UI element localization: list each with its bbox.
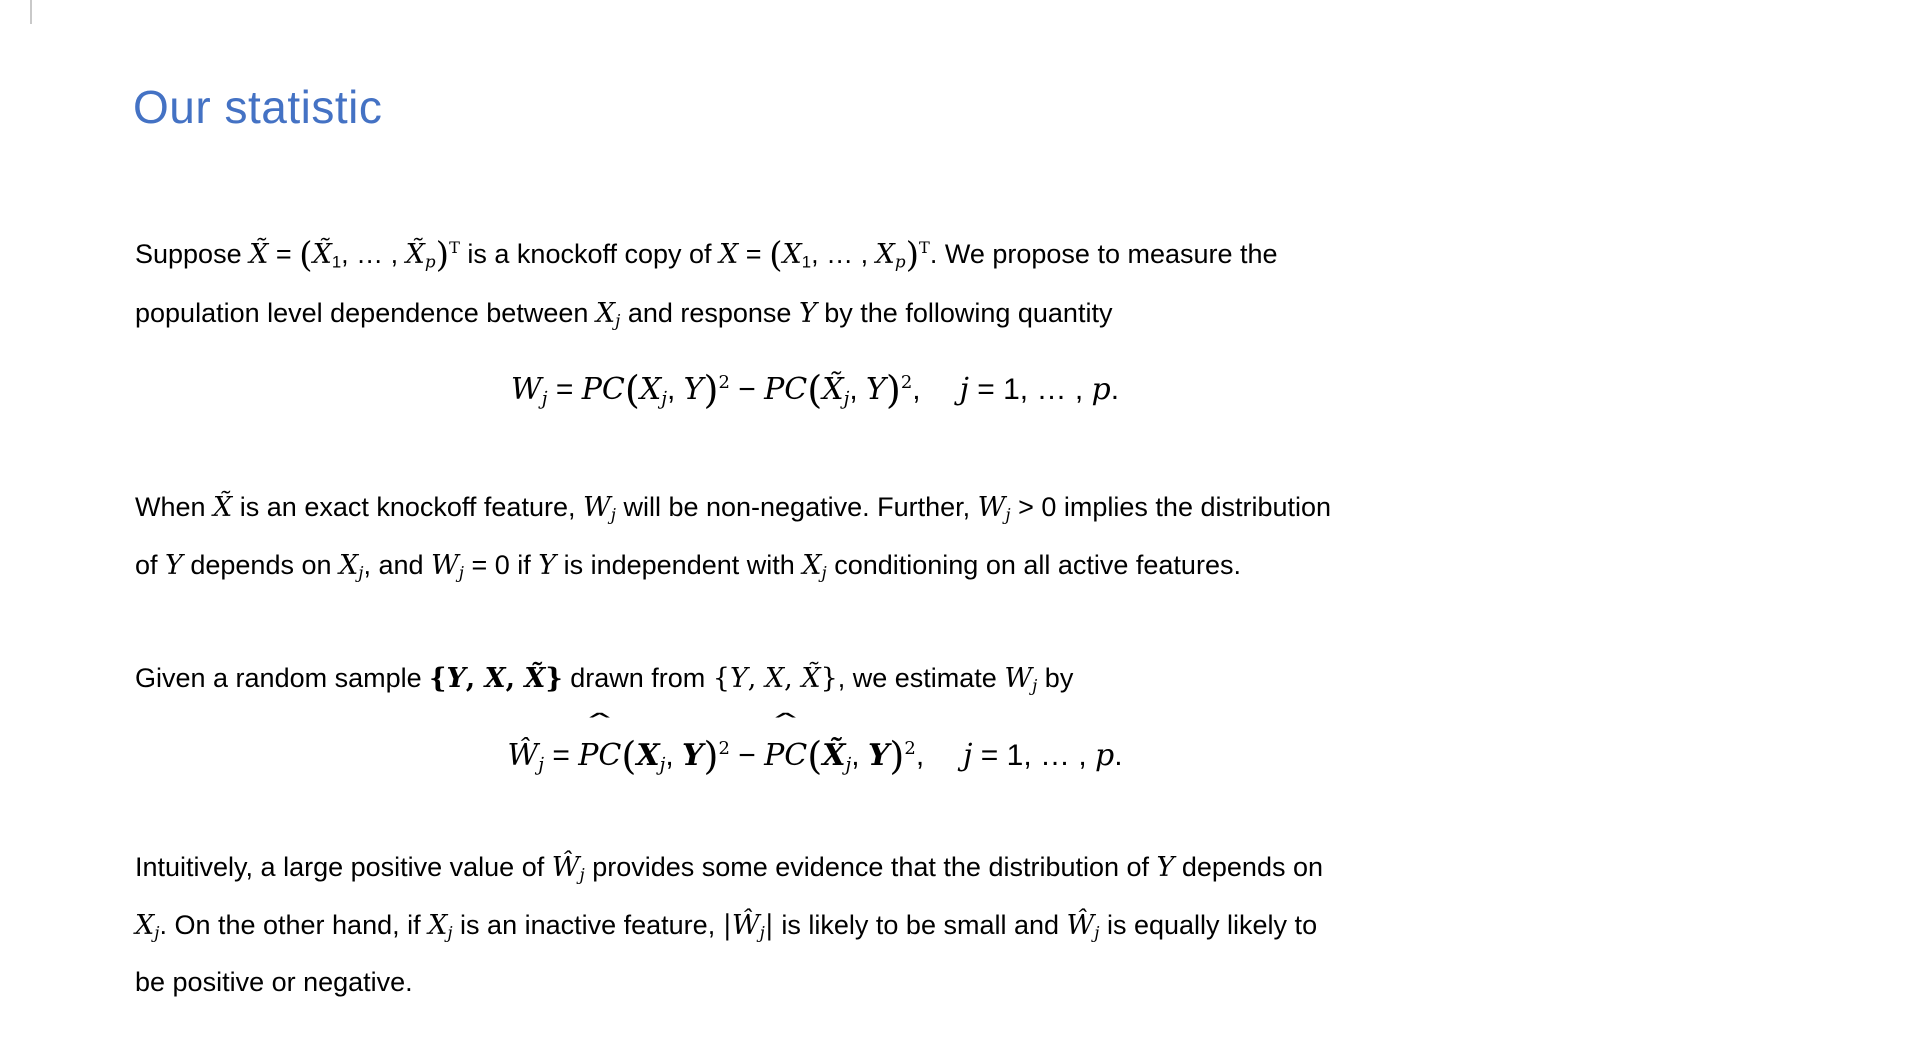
math-run: 1 <box>801 252 812 272</box>
text-run: ( <box>624 367 640 413</box>
text-run: provides some evidence that the distribution of <box>584 852 1157 882</box>
text-run: depends on <box>1174 852 1323 882</box>
math-run: j <box>541 388 548 410</box>
math-run: j <box>661 388 667 410</box>
math-run: j <box>959 372 969 408</box>
math-run: p <box>1095 738 1115 774</box>
math-run: Y <box>683 372 704 408</box>
math-run: j <box>610 504 616 525</box>
text-run: depends on <box>182 549 339 580</box>
math-run: X̃ <box>822 738 846 774</box>
text-run: ) <box>703 733 719 779</box>
paragraph-properties <box>135 482 1635 597</box>
math-run: Y <box>446 663 466 694</box>
text-run: ( <box>299 235 313 276</box>
text-run: , we estimate <box>837 663 1005 693</box>
math-run: X̃ <box>405 239 425 271</box>
math-run: X <box>719 239 739 271</box>
text-run: = <box>268 239 300 270</box>
text-run: of <box>135 549 166 580</box>
text-run: 2 <box>718 738 730 759</box>
text-run: is an inactive feature, <box>452 909 723 940</box>
paragraph-knockoff-definition <box>135 223 1635 345</box>
text-run: is equally likely to <box>1099 909 1318 940</box>
math-run: j <box>759 922 765 943</box>
math-run: j <box>458 562 464 583</box>
text-run: drawn from <box>562 663 713 693</box>
math-run: X <box>639 372 662 408</box>
text-run: , <box>666 373 684 407</box>
math-run: } <box>545 663 563 694</box>
text-run: = <box>547 373 582 407</box>
text-line <box>135 223 1635 288</box>
text-run: , <box>747 663 765 694</box>
math-run: j <box>579 864 585 885</box>
text-line <box>135 482 1635 540</box>
math-run: X <box>782 239 802 271</box>
text-run: ) <box>905 235 920 276</box>
formula-population-statistic <box>135 352 1495 430</box>
math-run: j <box>963 738 973 774</box>
text-run: by the following quantity <box>816 297 1113 328</box>
text-run: , <box>851 739 868 773</box>
text-run: be positive or negative. <box>135 967 413 998</box>
math-run: Ŵ <box>731 909 760 941</box>
math-run: X̃ <box>524 663 546 694</box>
math-run: W <box>582 492 611 523</box>
math-run: j <box>358 562 364 583</box>
text-run: is a knockoff copy of <box>459 239 720 270</box>
text-line <box>135 653 1635 711</box>
text-run: , … , <box>811 239 876 270</box>
math-run: j <box>843 388 850 410</box>
text-run: } <box>820 663 838 694</box>
math-run: p <box>1091 372 1111 408</box>
math-run: Y <box>682 738 704 774</box>
text-run: = 1, … , <box>968 373 1092 407</box>
text-run: ) <box>889 733 905 779</box>
math-run: X <box>339 549 359 581</box>
text-run: T <box>919 238 930 257</box>
math-run: X <box>595 297 616 329</box>
text-run: . We propose to measure the <box>929 239 1278 270</box>
text-run: is an exact knockoff feature, <box>232 492 583 522</box>
text-run: ( <box>769 235 783 276</box>
text-run: is independent with <box>556 549 803 580</box>
math-run: 1 <box>331 252 342 272</box>
text-line <box>135 900 1635 958</box>
text-run: | <box>764 909 774 941</box>
math-run: X <box>484 663 506 694</box>
math-run: Y <box>798 297 817 329</box>
math-run: j <box>1005 504 1011 525</box>
text-run: ) <box>435 235 450 276</box>
math-run: W <box>1004 663 1033 694</box>
math-run: { <box>429 663 447 694</box>
math-run: , <box>505 663 525 694</box>
math-run: j <box>447 922 453 943</box>
math-run: X <box>764 663 785 694</box>
text-run: Intuitively, a large positive value of <box>135 852 552 882</box>
math-run: j <box>154 922 160 943</box>
text-run: will be non-negative. Further, <box>615 492 978 522</box>
text-run: − <box>729 739 765 773</box>
math-run: j <box>845 754 852 776</box>
math-run: X <box>428 909 448 941</box>
text-run: is likely to be small and <box>773 909 1067 940</box>
math-run: X̃ <box>801 663 821 694</box>
math-run: Ŵ <box>1066 909 1095 941</box>
math-run: W <box>431 549 459 581</box>
text-line <box>135 842 1635 900</box>
text-run: . <box>1110 373 1120 407</box>
text-run: = <box>738 239 770 270</box>
slide-title: Our statistic <box>133 81 383 133</box>
math-run: X <box>875 239 895 271</box>
slide-edge-mark <box>30 0 32 24</box>
math-run: X̃ <box>213 492 233 523</box>
text-run: = <box>544 739 579 773</box>
text-run: | <box>722 909 732 941</box>
text-run: , <box>912 373 921 407</box>
text-run: − <box>729 373 765 407</box>
text-run: . On the other hand, if <box>159 909 429 940</box>
math-run: j <box>615 310 621 331</box>
math-run: X̃ <box>312 239 332 271</box>
math-run: ˆ PC <box>764 725 807 787</box>
text-run: , and <box>363 549 431 580</box>
text-line <box>135 957 1635 1007</box>
text-line <box>135 288 1635 346</box>
math-run: j <box>659 754 666 776</box>
text-run: Suppose <box>135 239 250 270</box>
math-run: Y <box>867 738 890 774</box>
text-run: 2 <box>900 372 913 393</box>
math-run: X <box>135 909 155 941</box>
paragraph-intuition <box>135 842 1635 1007</box>
text-run: Given a random sample <box>135 663 430 693</box>
math-run: Ŵ <box>507 738 539 774</box>
math-run: W <box>510 372 542 408</box>
text-run: and response <box>620 297 799 328</box>
text-run: , … , <box>341 239 406 270</box>
text-run: ) <box>703 367 719 413</box>
text-run: , <box>665 739 683 773</box>
text-run: = 1, … , <box>972 739 1096 773</box>
text-run: conditioning on all active features. <box>826 549 1241 580</box>
text-line <box>135 540 1635 598</box>
text-run: ) <box>885 367 901 413</box>
math-run: j <box>821 562 827 583</box>
text-run: , <box>784 663 802 694</box>
math-run: PC <box>764 372 808 408</box>
math-run: j <box>538 754 544 776</box>
text-run: ( <box>807 733 823 779</box>
math-run: X <box>802 549 822 581</box>
math-run: p <box>894 251 906 272</box>
text-run: . <box>1114 739 1123 773</box>
text-run: T <box>449 238 460 257</box>
text-run: ( <box>621 733 637 779</box>
math-run: , <box>465 663 485 694</box>
paragraph-random-sample <box>135 653 1635 711</box>
math-run: Y <box>1156 852 1175 883</box>
math-run: j <box>1094 922 1100 943</box>
math-run: ˆ PC <box>578 725 621 787</box>
text-run: = 0 if <box>463 549 539 580</box>
text-run: 2 <box>718 372 730 393</box>
math-run: p <box>424 251 436 272</box>
text-run: 2 <box>904 738 916 759</box>
math-run: Ŵ <box>551 852 580 883</box>
math-run: PC <box>581 372 625 408</box>
text-run: by <box>1037 663 1074 693</box>
text-run: , <box>849 373 867 407</box>
math-run: Y <box>538 549 557 581</box>
math-run: X <box>636 738 660 774</box>
math-run: Y <box>866 372 886 408</box>
math-run: W <box>977 492 1006 523</box>
text-run: { <box>712 663 730 694</box>
math-run: Y <box>729 663 748 694</box>
math-run: X̃ <box>249 239 269 271</box>
text-run: When <box>135 492 214 522</box>
formula-estimated-statistic <box>135 718 1495 796</box>
text-run: population level dependence between <box>135 297 596 328</box>
math-run: j <box>1032 675 1038 696</box>
text-run: > 0 implies the distribution <box>1010 492 1332 522</box>
math-run: X̃ <box>822 372 844 408</box>
text-run: , <box>915 739 925 773</box>
text-run: ( <box>807 367 823 413</box>
math-run: Y <box>165 549 183 581</box>
